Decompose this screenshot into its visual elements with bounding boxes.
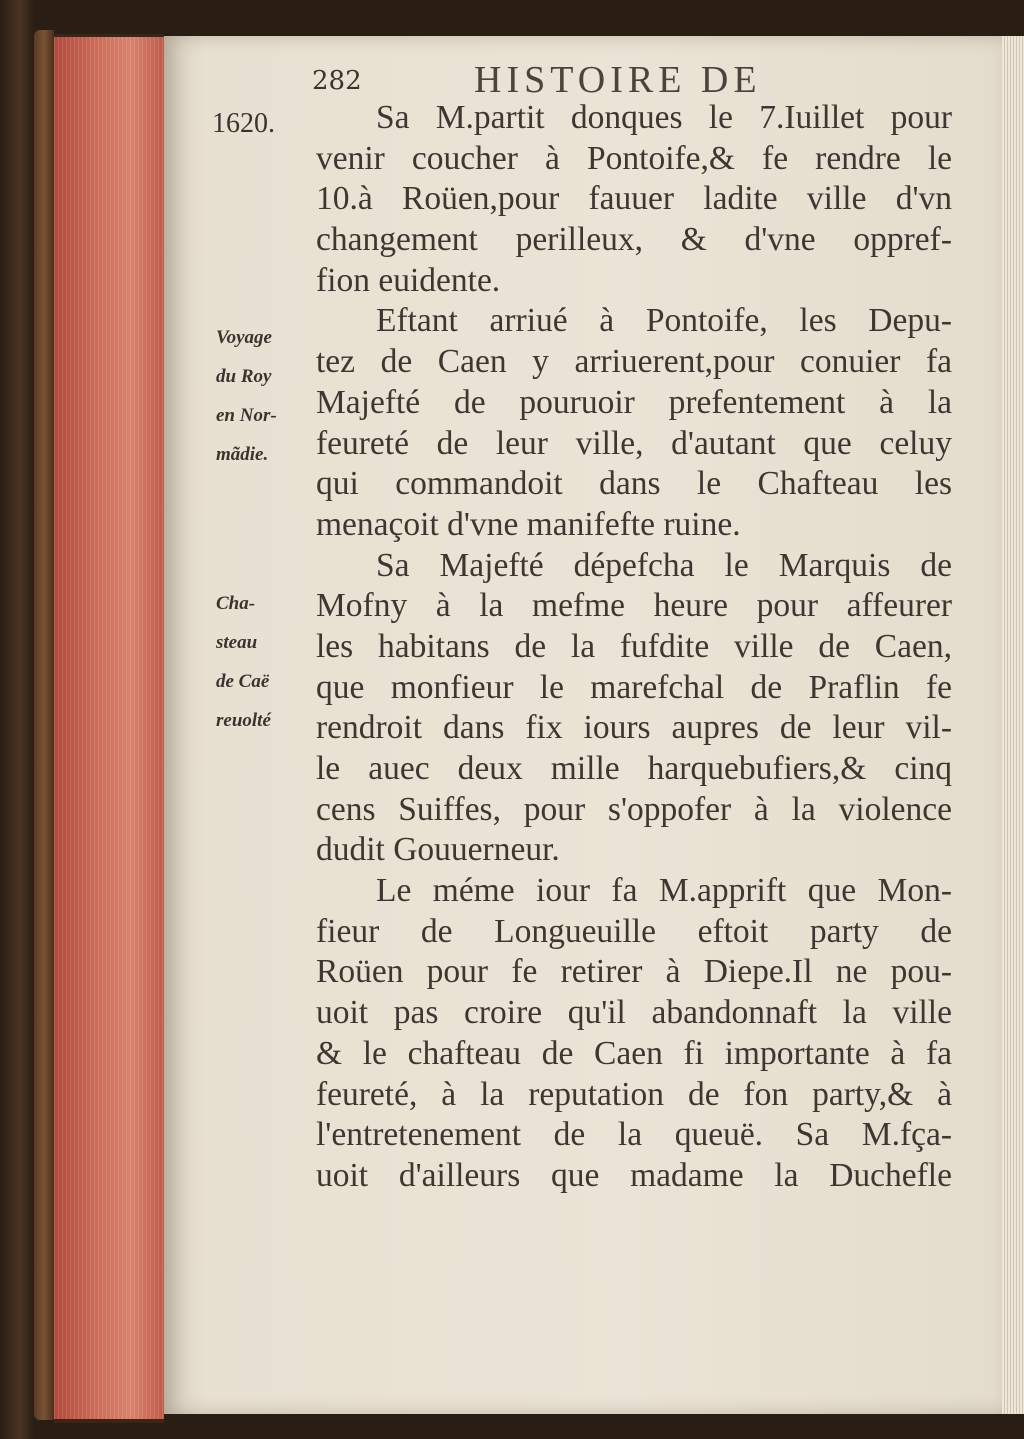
- margin-note-line: Voyage: [216, 327, 272, 348]
- margin-note-line: mãdie.: [216, 444, 269, 465]
- text-line: tez de Caen y arriuerent,pour conuier fa: [316, 343, 952, 381]
- running-head: [312, 58, 952, 102]
- margin-note-line: en Nor-: [216, 405, 277, 426]
- text-line: que monfieur le marefchal de Praflin fe: [316, 668, 952, 706]
- text-line: cens Suiffes, pour s'oppofer à la violence: [316, 790, 952, 828]
- margin-note-line: du Roy: [216, 366, 272, 387]
- text-line: Eftant arriué à Pontoife, les Depu-: [376, 302, 952, 340]
- margin-note-chasteau: [216, 584, 271, 740]
- page-heading: HISTOIRE DE: [474, 59, 762, 101]
- margin-note-line: steau: [216, 632, 258, 653]
- body-text: [316, 98, 952, 1197]
- text-line: le auec deux mille harquebufiers,& cinq: [316, 750, 952, 787]
- margin-note-line: Cha-: [216, 593, 256, 614]
- text-line: feureté de leur ville, d'autant que celuy: [316, 424, 952, 462]
- text-line: Le méme iour fa M.apprift que Mon-: [376, 872, 952, 910]
- text-line: changement perilleux, & d'vne oppref-: [316, 221, 952, 259]
- text-line: feureté, à la reputation de fon party,& à: [316, 1075, 952, 1113]
- text-line: rendroit dans fix iours aupres de leur vil-: [316, 709, 952, 747]
- text-line: qui commandoit dans le Chafteau les: [316, 465, 952, 503]
- text-line: Mofny à la mefme heure pour affeurer: [316, 587, 952, 625]
- text-line: venir coucher à Pontoife,& fe rendre le: [316, 139, 952, 177]
- text-line: l'entretenement de la queuë. Sa M.fça-: [316, 1116, 952, 1154]
- text-line: Sa Majefté dépefcha le Marquis de: [376, 546, 952, 584]
- text-line: les habitans de la fufdite ville de Caen,: [316, 627, 952, 665]
- text-line: & le chafteau de Caen fi importante à fa: [316, 1034, 952, 1072]
- margin-year: 1620.: [212, 108, 275, 139]
- margin-note-line: de Caë: [216, 671, 270, 692]
- facing-page-edge: [1002, 36, 1024, 1414]
- text-line: Majefté de pouruoir prefentement à la: [316, 383, 952, 421]
- text-line: Roüen pour fe retirer à Diepe.Il ne pou-: [316, 953, 952, 991]
- text-line: 10.à Roüen,pour fauuer ladite ville d'vn: [316, 180, 952, 218]
- text-line: uoit d'ailleurs que madame la Duchefle: [316, 1156, 952, 1194]
- text-line: fieur de Longueuille eftoit party de: [316, 912, 952, 950]
- text-line: uoit pas croire qu'il abandonnaft la ville: [316, 994, 952, 1032]
- page-stack-edge: [54, 34, 164, 1423]
- text-line: menaçoit d'vne manifefte ruine.: [316, 505, 741, 543]
- book-spine: [34, 30, 54, 1420]
- margin-note-voyage: [216, 318, 277, 474]
- text-line: Sa M.partit donques le 7.Iuillet pour: [376, 99, 952, 136]
- text-line: dudit Gouuerneur.: [316, 831, 560, 869]
- page-number: 282: [312, 66, 362, 96]
- margin-note-line: reuolté: [216, 710, 271, 731]
- text-line: fion euidente.: [316, 261, 501, 299]
